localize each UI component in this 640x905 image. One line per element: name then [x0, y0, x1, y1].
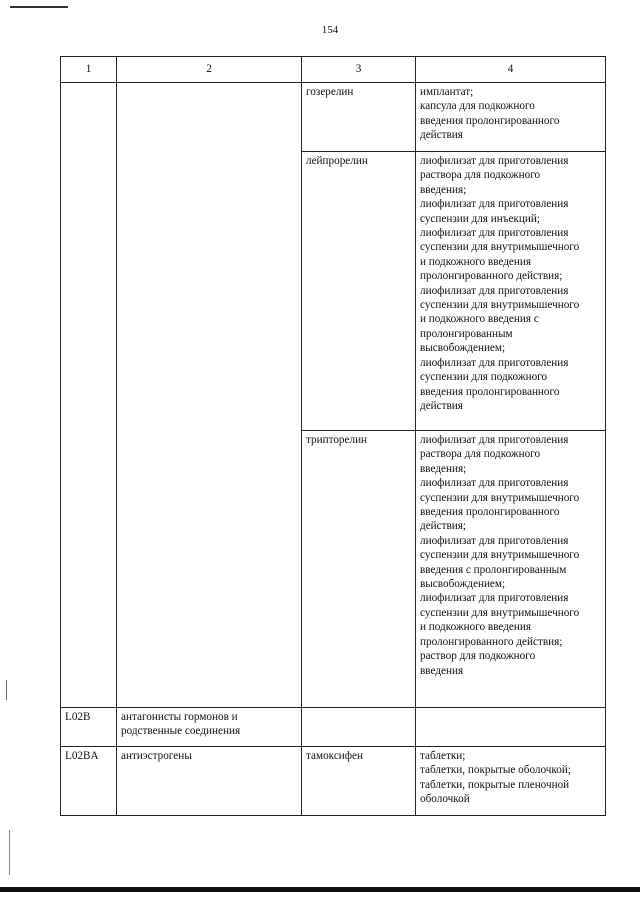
- medicines-table: [60, 56, 606, 816]
- scan-edge-mark-left: [6, 680, 7, 700]
- dosage-forms: имплантат; капсула для подкожного введения пролонгированного действия: [416, 83, 606, 152]
- atc-code: L02BA: [61, 747, 117, 816]
- table-header-row: [61, 57, 606, 83]
- drug-name: лейпрорелин: [302, 152, 416, 431]
- drug-name: тамоксифен: [302, 747, 416, 816]
- dosage-forms: таблетки; таблетки, покрытые оболочкой; таблетки, покрытые пленочной оболочкой: [416, 747, 606, 816]
- scan-edge-band-bottom: [0, 887, 640, 892]
- header-col-1: 1: [61, 57, 117, 83]
- page-number: 154: [321, 24, 339, 36]
- code-cell-empty: [61, 83, 117, 708]
- drug-name-empty: [302, 708, 416, 747]
- header-col-3: 3: [302, 57, 416, 83]
- drug-name: гозерелин: [302, 83, 416, 152]
- table-row: [61, 708, 606, 747]
- dosage-forms: лиофилизат для приготовления раствора для подкожного введения; лиофилизат для приготовления суспензии для внутримышечного введения пролонгированного действия; лиофилизат для приготовления суспензии для внутримышечного введения с пролонгированным высвобождением; лиофилизат для приготовления суспензии для внутримышечного и подкожного введения пролонгированного действия; раствор для подкожного введения: [416, 431, 606, 708]
- group-name: антиэстрогены: [117, 747, 302, 816]
- atc-code: L02B: [61, 708, 117, 747]
- header-col-2: 2: [117, 57, 302, 83]
- group-name: антагонисты гормонов и родственные соединения: [117, 708, 302, 747]
- dosage-forms-empty: [416, 708, 606, 747]
- group-cell-empty: [117, 83, 302, 708]
- scan-edge-mark-top: [10, 6, 68, 8]
- scan-edge-line-left: [9, 830, 10, 875]
- drug-name: трипторелин: [302, 431, 416, 708]
- dosage-forms: лиофилизат для приготовления раствора для подкожного введения; лиофилизат для приготовления суспензии для инъекций; лиофилизат для приготовления суспензии для внутримышечного и подкожного введения пролонгированного действия; лиофилизат для приготовления суспензии для внутримышечного и подкожного введения с пролонгированным высвобождением; лиофилизат для приготовления суспензии для подкожного введения пролонгированного действия: [416, 152, 606, 431]
- header-col-4: 4: [416, 57, 606, 83]
- table-row: [61, 83, 606, 152]
- table-row: [61, 747, 606, 816]
